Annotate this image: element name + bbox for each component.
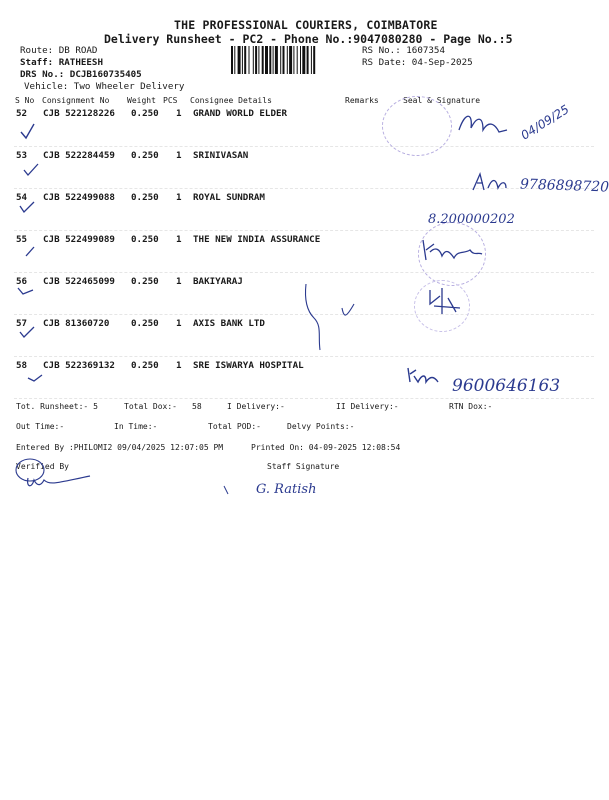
check-mark-icon — [18, 322, 38, 340]
row-pcs: 1 — [176, 234, 182, 245]
check-mark-icon — [26, 370, 46, 384]
note-handwriting: 8.200000202 — [428, 212, 515, 227]
company-name: THE PROFESSIONAL COURIERS, COIMBATORE — [174, 18, 438, 32]
staff-signature-label: Staff Signature — [267, 462, 340, 471]
printed-on: Printed On: 04-09-2025 12:08:54 — [251, 443, 401, 452]
route-label: Route: DB ROAD — [20, 45, 98, 56]
staff-label: Staff: RATHEESH — [20, 57, 103, 68]
verifier-signature — [10, 456, 100, 494]
row-pcs: 1 — [176, 360, 182, 371]
delvy-points-label: Delvy Points:- — [287, 422, 355, 431]
pen-mark — [222, 484, 232, 496]
total-dox-label: Total Dox:- — [124, 402, 177, 411]
phone-handwriting: 9600646163 — [452, 376, 561, 396]
row-pcs: 1 — [176, 108, 182, 119]
row-consignee: SRE ISWARYA HOSPITAL — [193, 360, 304, 371]
row-consignment-number: CJB 522465099 — [43, 276, 115, 287]
row-sno: 58 — [16, 360, 28, 371]
row-consignment-number: CJB 522284459 — [43, 150, 115, 161]
row-consignment-number: CJB 522369132 — [43, 360, 115, 371]
barcode — [231, 46, 359, 74]
row-weight: 0.250 — [131, 192, 159, 203]
row-consignee: AXIS BANK LTD — [193, 318, 265, 329]
row-consignee: GRAND WORLD ELDER — [193, 108, 288, 119]
drs-number: DRS No.: DCJB160735405 — [20, 69, 142, 80]
rtn-dox-label: RTN Dox:- — [449, 402, 493, 411]
runsheet-subtitle: Delivery Runsheet - PC2 - Phone No.:9047080280 - Page No.:5 — [104, 32, 513, 46]
row-divider — [14, 272, 594, 273]
check-mark-icon — [18, 120, 38, 142]
row-divider — [14, 146, 594, 147]
row-consignment-number: CJB 522499088 — [43, 192, 115, 203]
row-sno: 57 — [16, 318, 28, 329]
date-handwriting — [510, 92, 572, 143]
svg-text:04/09/25: 04/09/25 — [518, 102, 572, 143]
row-sno: 55 — [16, 234, 28, 245]
total-pod-label: Total POD:- — [208, 422, 261, 431]
row-weight: 0.250 — [131, 108, 159, 119]
out-time-label: Out Time:- — [16, 422, 65, 431]
seal-stamp — [382, 96, 452, 156]
rs-date: RS Date: 04-Sep-2025 — [362, 57, 473, 68]
col-pcs: PCS — [163, 96, 178, 105]
row-weight: 0.250 — [131, 318, 159, 329]
col-consignment: Consignment No — [42, 96, 110, 105]
row-consignment-number: CJB 522128226 — [43, 108, 115, 119]
i-delivery-label: I Delivery:- — [227, 402, 285, 411]
row-consignee: THE NEW INDIA ASSURANCE — [193, 234, 321, 245]
col-weight: Weight — [127, 96, 156, 105]
signature-scribble — [420, 236, 490, 266]
signature-scribble — [470, 170, 510, 194]
col-consignee: Consignee Details — [190, 96, 272, 105]
phone-handwriting: 9786898720 — [519, 176, 609, 196]
staff-signature: G. Ratish — [256, 482, 317, 497]
row-consignment-number: CJB 522499089 — [43, 234, 115, 245]
row-divider — [14, 398, 594, 399]
rs-number: RS No.: 1607354 — [362, 45, 445, 56]
row-weight: 0.250 — [131, 276, 159, 287]
col-sno: S No — [15, 96, 35, 105]
row-pcs: 1 — [176, 150, 182, 161]
row-divider — [14, 356, 594, 357]
row-consignee: ROYAL SUNDRAM — [193, 192, 265, 203]
col-seal: Seal & Signature — [403, 96, 481, 105]
total-runsheet: Tot. Runsheet:- 5 — [16, 402, 98, 411]
row-sno: 54 — [16, 192, 28, 203]
signature-scribble — [424, 284, 468, 320]
row-consignee: BAKIYARAJ — [193, 276, 243, 287]
row-consignee: SRINIVASAN — [193, 150, 249, 161]
signature-scribble — [404, 364, 450, 390]
entered-by: Entered By :PHILOMI2 09/04/2025 12:07:05 PM — [16, 443, 224, 452]
row-divider — [14, 230, 594, 231]
check-mark-icon — [24, 244, 40, 260]
row-sno: 56 — [16, 276, 28, 287]
check-mark-icon — [22, 160, 42, 178]
ii-delivery-label: II Delivery:- — [336, 402, 399, 411]
row-weight: 0.250 — [131, 234, 159, 245]
row-weight: 0.250 — [131, 360, 159, 371]
vehicle-label: Vehicle: Two Wheeler Delivery — [24, 81, 185, 92]
total-dox-value: 58 — [192, 402, 202, 411]
row-pcs: 1 — [176, 192, 182, 203]
verified-by-label: Verified By — [16, 462, 69, 471]
col-remarks: Remarks — [345, 96, 379, 105]
signature-scribble — [298, 282, 362, 354]
check-mark-icon — [16, 282, 36, 298]
row-pcs: 1 — [176, 318, 182, 329]
row-pcs: 1 — [176, 276, 182, 287]
row-sno: 53 — [16, 150, 28, 161]
row-consignment-number: CJB 81360720 — [43, 318, 110, 329]
row-weight: 0.250 — [131, 150, 159, 161]
in-time-label: In Time:- — [114, 422, 158, 431]
row-sno: 52 — [16, 108, 28, 119]
check-mark-icon — [18, 198, 38, 216]
